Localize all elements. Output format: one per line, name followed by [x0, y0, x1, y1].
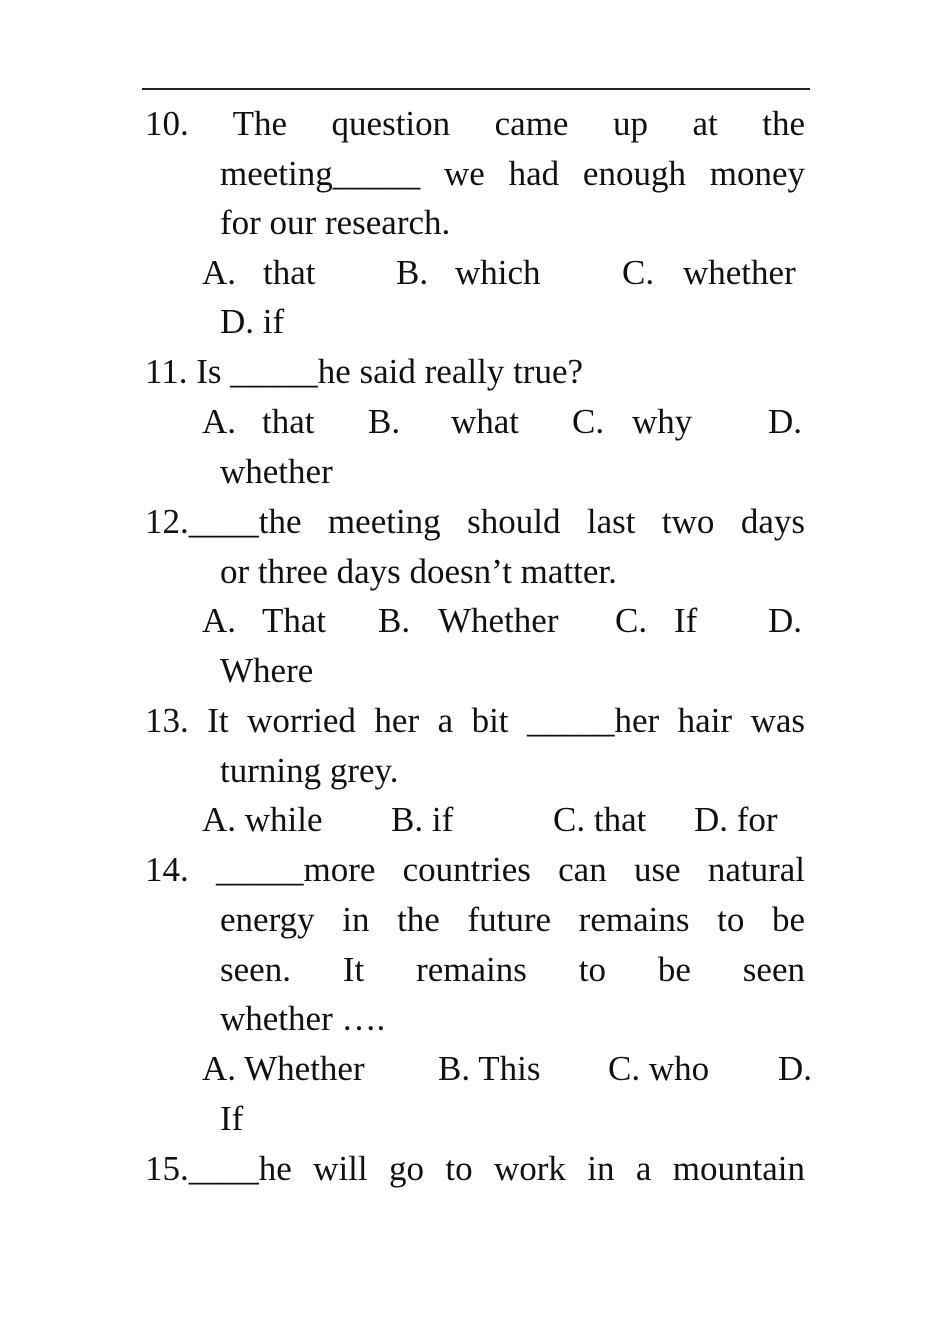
option-d-label: D. — [778, 1049, 813, 1088]
option-d-text: Where — [220, 651, 314, 690]
option-b: B. if — [391, 800, 454, 839]
option-a-text: that — [262, 402, 315, 441]
option-a: A. while — [202, 800, 323, 839]
question-14-line-2: energy in the future remains to be — [220, 900, 805, 939]
question-14-line-4: whether …. — [220, 999, 386, 1038]
header-rule — [142, 88, 810, 90]
option-d-text: If — [220, 1099, 244, 1138]
question-10-options — [0, 253, 950, 293]
question-10-line-3: for our research. — [220, 203, 451, 242]
option-b-text: what — [451, 402, 520, 441]
question-14-line-3: seen. It remains to be seen — [220, 950, 805, 989]
question-11-options — [0, 402, 950, 442]
option-b-label: B. — [368, 402, 401, 441]
option-d-text: whether — [220, 452, 333, 491]
question-13-line-1: 13. It worried her a bit _____her hair was — [145, 701, 805, 740]
option-b-label: B. — [378, 601, 411, 640]
option-c-text: If — [674, 601, 698, 640]
question-10-line-2: meeting_____ we had enough money — [220, 154, 805, 193]
option-b-text: which — [455, 253, 541, 292]
option-a-label: A. — [202, 601, 237, 640]
option-a-label: A. — [202, 402, 237, 441]
option-c: C. that — [553, 800, 647, 839]
option-c: C. who — [608, 1049, 710, 1088]
question-14-options — [0, 1049, 950, 1089]
question-12-line-2: or three days doesn’t matter. — [220, 552, 617, 591]
question-13-line-2: turning grey. — [220, 751, 399, 790]
option-d: D. for — [694, 800, 778, 839]
option-c-label: C. — [615, 601, 648, 640]
question-14-line-1: 14. _____more countries can use natural — [145, 850, 805, 889]
question-12-options — [0, 601, 950, 641]
option-a-label: A. — [202, 253, 237, 292]
option-a: A. Whether — [202, 1049, 365, 1088]
question-11-line-1: 11. Is _____he said really true? — [145, 352, 584, 391]
option-b-label: B. — [396, 253, 429, 292]
option-a-text: that — [263, 253, 316, 292]
question-15-line-1: 15.____he will go to work in a mountain — [145, 1149, 805, 1188]
option-a-text: That — [262, 601, 327, 640]
option-b: B. This — [438, 1049, 541, 1088]
option-c-text: whether — [683, 253, 796, 292]
question-10-line-1: 10. The question came up at the — [145, 104, 805, 143]
option-b-text: Whether — [438, 601, 559, 640]
option-d-label: D. — [768, 402, 803, 441]
option-d-label: D. — [768, 601, 803, 640]
question-13-options — [0, 800, 950, 840]
option-c-label: C. — [572, 402, 605, 441]
option-c-label: C. — [622, 253, 655, 292]
question-12-line-1: 12.____the meeting should last two days — [145, 502, 805, 541]
option-c-text: why — [632, 402, 693, 441]
option-d: D. if — [220, 302, 285, 341]
